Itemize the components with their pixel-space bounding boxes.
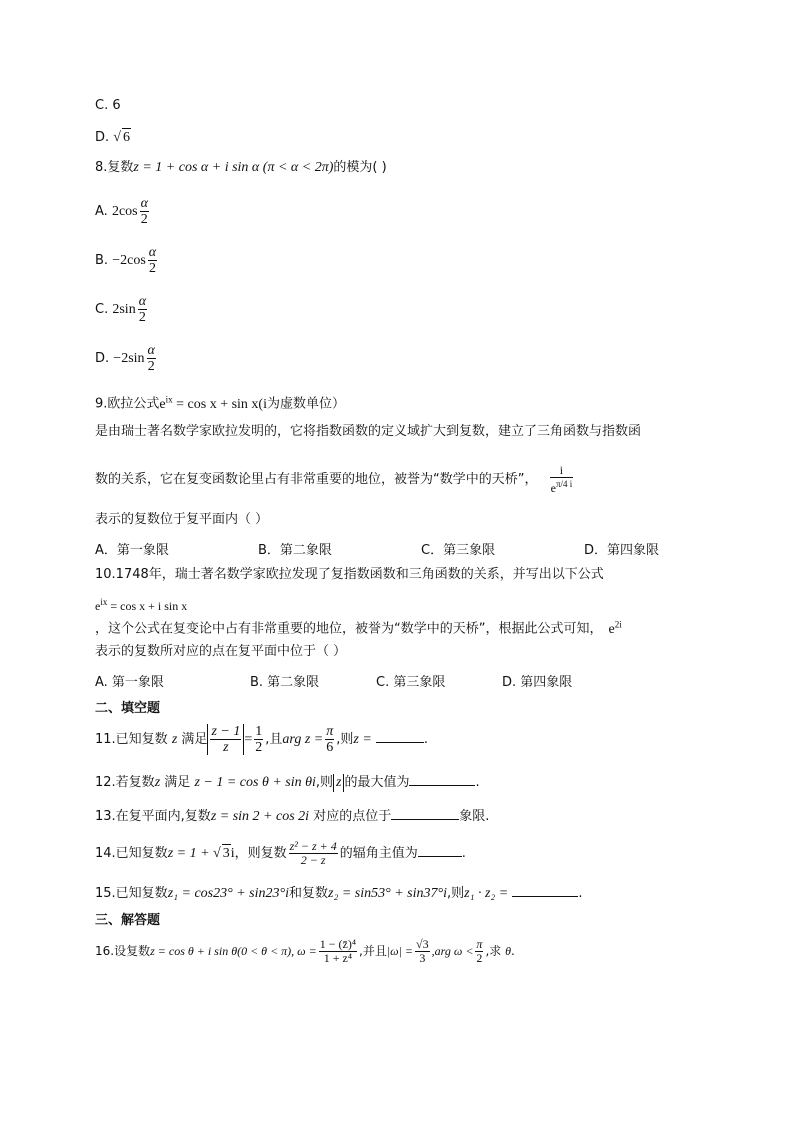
q13-answer-blank xyxy=(391,805,459,820)
q12: 12.若复数z 满足 z − 1 = cos θ + sin θi,则 z 的最大值为 . xyxy=(95,771,480,792)
q10-option-c: C. 第三象限 xyxy=(376,675,446,690)
q7-option-d: D. √ 6 xyxy=(95,130,130,145)
q8-stem: 8.复数z = 1 + cos α + i sin α (π < α < 2π)的模为( ) xyxy=(95,160,387,175)
q16: 16.设复数z = cos θ + i sin θ(0 < θ < π), ω = $\frac{\text{1 − (z̄)⁴}}{\text{1 + z⁴}}$ ,并且|ω| = $\frac{√3}{3}$ ,arg ω < $\frac{\pi}{2}$ ,求 θ. xyxy=(95,937,515,965)
q8-option-d: D. −2sin $\frac{\alpha}{2}$ xyxy=(95,343,155,374)
q12-answer-blank xyxy=(409,771,475,786)
q9-fraction: $\frac{i}{e^{\pi/4 i}}$ xyxy=(550,463,573,495)
q9-option-a: A．第一象限 xyxy=(95,543,169,558)
q11-answer-blank xyxy=(376,728,424,743)
euler-formula: $e^{ix} = \cos x + \sin x(i$ xyxy=(159,394,267,412)
q15: 15.已知复数z₁ = cos23° + sin23°i和复数z₂ = sin53° + sin37°i,则z₁ · z₂ = . xyxy=(95,882,582,903)
q14: 14.已知复数z = 1 + √ 3i，则复数 $\frac{\text{z² − z + 4}}{2 - z}$ 的辐角主值为 . xyxy=(95,839,466,867)
q10-formula: $e^{ix} = \cos x + i$ sin x xyxy=(95,597,188,613)
q9-line-4: 表示的复数位于复平面内（ ） xyxy=(95,512,269,527)
section-solve-heading: 三、解答题 xyxy=(95,913,161,928)
section-fill-in-heading: 二、填空题 xyxy=(95,701,161,716)
q9-option-b: B．第二象限 xyxy=(258,543,332,558)
q15-answer-blank xyxy=(512,882,578,897)
q10-line-1: 10.1748年，瑞士著名数学家欧拉发现了复指数函数和三角函数的关系，并写出以下公式 xyxy=(95,567,604,582)
q8-expression: z = 1 + cos α + i sin α (π < α < 2π) xyxy=(133,160,334,175)
q9-option-c: C．第三象限 xyxy=(421,543,496,558)
q8-option-a: A. 2cos $\frac{\alpha}{2}$ xyxy=(95,196,148,227)
q8-option-c: C. 2sin $\frac{\alpha}{2}$ xyxy=(95,294,147,325)
q10-line-3: ，这个公式在复变论中占有非常重要的地位，被誉为“数学中的天桥”，根据此公式可知， $e^{2i}$ xyxy=(95,619,622,637)
q10-option-b: B. 第二象限 xyxy=(250,675,320,690)
q9-line-2: 是由瑞士著名数学家欧拉发明的，它将指数函数的定义域扩大到复数，建立了三角函数与指数函 xyxy=(95,424,642,439)
q9-line-3: 数的关系，它在复变函数论里占有非常重要的地位，被誉为“数学中的天桥”， $\frac{i}{e^{\pi/4 i}}$ xyxy=(95,463,573,495)
q14-answer-blank xyxy=(418,842,462,857)
q10-option-a: A. 第一象限 xyxy=(95,675,164,690)
q13: 13.在复平面内,复数z = sin 2 + cos 2i 对应的点位于 象限. xyxy=(95,805,489,826)
q10-option-d: D. 第四象限 xyxy=(502,675,573,690)
q11: 11.已知复数 z 满足 $\frac{z - 1}{z}$ = $\frac{1}{2}$ ,且arg z = $\frac{\pi}{6}$ ,则z = . xyxy=(95,724,429,755)
q7-option-c: C. 6 xyxy=(95,98,121,113)
q9-option-d: D．第四象限 xyxy=(584,543,660,558)
q8-option-b: B. −2cos $\frac{\alpha}{2}$ xyxy=(95,245,157,276)
q10-line-4: 表示的复数所对应的点在复平面中位于（ ） xyxy=(95,644,347,659)
q9-stem: 9.欧拉公式$e^{ix} = \cos x + \sin x(i$为虚数单位） xyxy=(95,394,345,412)
